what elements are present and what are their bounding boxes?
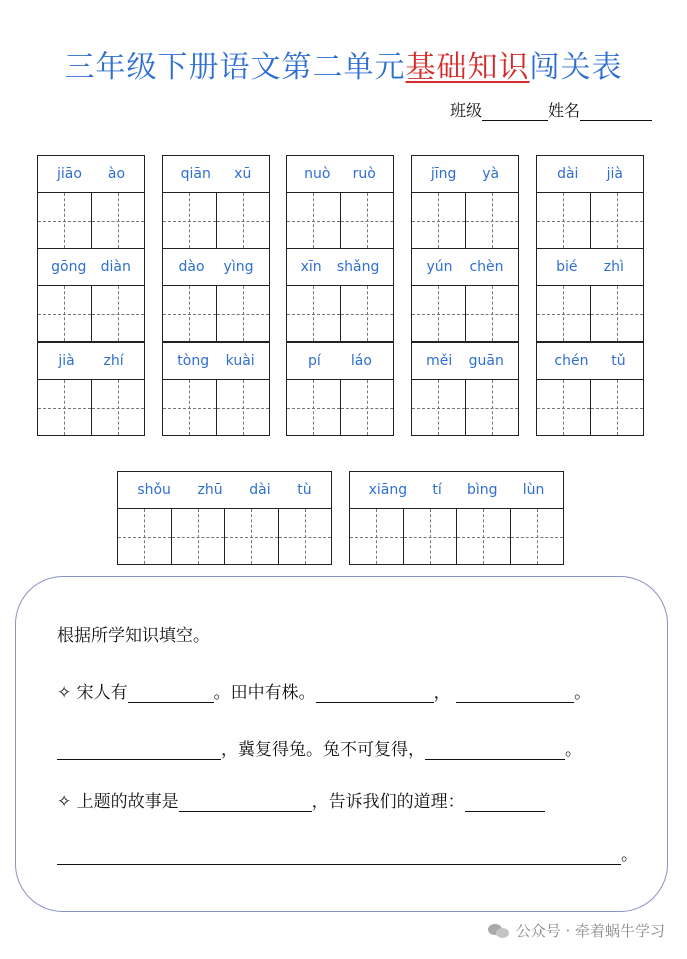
pinyin-syllable: zhū bbox=[197, 482, 223, 498]
answer-blank[interactable] bbox=[456, 684, 574, 703]
watermark-text: 公众号 · 牵着蜗牛学习 bbox=[515, 922, 665, 940]
pinyin-syllable: lùn bbox=[522, 482, 545, 498]
word-cell bbox=[162, 248, 270, 342]
question-4 bbox=[57, 840, 638, 865]
word-cell bbox=[411, 342, 519, 436]
title-part-1: 三年级下册语文第二单元 bbox=[64, 50, 406, 85]
pinyin-syllable: tòng bbox=[177, 353, 210, 369]
writing-box[interactable] bbox=[537, 193, 591, 248]
question-text: ，告诉我们的道理： bbox=[311, 792, 465, 812]
question-text: ， bbox=[433, 683, 451, 703]
pinyin-syllable: ào bbox=[107, 166, 126, 182]
pinyin-syllable: dào bbox=[178, 259, 205, 275]
word-cell bbox=[162, 342, 270, 436]
pinyin-syllable: tù bbox=[297, 482, 312, 498]
word-cell bbox=[411, 155, 519, 249]
question-text: 宋人有 bbox=[76, 683, 128, 703]
question-1 bbox=[57, 678, 591, 703]
pinyin-syllable: diàn bbox=[100, 259, 131, 275]
writing-box[interactable] bbox=[163, 286, 217, 341]
pinyin-syllable: kuài bbox=[225, 353, 255, 369]
word-cell bbox=[286, 155, 394, 249]
writing-box[interactable] bbox=[38, 193, 92, 248]
word-cell bbox=[37, 342, 145, 436]
pinyin-row bbox=[38, 343, 144, 380]
writing-box[interactable] bbox=[287, 380, 341, 435]
name-label: 姓名 bbox=[548, 101, 581, 120]
pinyin-syllable: yà bbox=[482, 166, 500, 182]
instruction-text: 根据所学知识填空。 bbox=[57, 626, 210, 646]
word-cell bbox=[536, 248, 644, 342]
pinyin-syllable: jīng bbox=[430, 166, 457, 182]
page-title bbox=[0, 42, 687, 86]
writing-box[interactable] bbox=[591, 286, 644, 341]
writing-box[interactable] bbox=[92, 193, 145, 248]
pinyin-syllable: guān bbox=[468, 353, 504, 369]
pinyin-row bbox=[287, 156, 393, 193]
writing-box[interactable] bbox=[537, 286, 591, 341]
bullet-icon: ✧ bbox=[57, 792, 72, 812]
pinyin-syllable: yún bbox=[426, 259, 453, 275]
writing-box[interactable] bbox=[225, 509, 279, 564]
pinyin-syllable: měi bbox=[426, 353, 453, 369]
writing-box[interactable] bbox=[511, 509, 564, 564]
writing-box[interactable] bbox=[217, 286, 270, 341]
word-cell bbox=[536, 155, 644, 249]
word-cell bbox=[117, 471, 332, 565]
pinyin-syllable: shǎng bbox=[336, 259, 380, 275]
writing-box[interactable] bbox=[591, 380, 644, 435]
pinyin-syllable: qiān bbox=[180, 166, 211, 182]
pinyin-row bbox=[118, 472, 331, 509]
word-cell bbox=[411, 248, 519, 342]
writing-box[interactable] bbox=[466, 380, 519, 435]
pinyin-row bbox=[537, 156, 643, 193]
pinyin-syllable: gōng bbox=[51, 259, 87, 275]
answer-blank[interactable] bbox=[179, 793, 312, 812]
pinyin-syllable: tǔ bbox=[611, 353, 626, 369]
writing-box[interactable] bbox=[92, 286, 145, 341]
writing-box[interactable] bbox=[92, 380, 145, 435]
pinyin-syllable: chèn bbox=[469, 259, 504, 275]
word-cell bbox=[37, 248, 145, 342]
writing-box[interactable] bbox=[38, 286, 92, 341]
pinyin-syllable: dài bbox=[557, 166, 579, 182]
pinyin-row bbox=[412, 156, 518, 193]
writing-box[interactable] bbox=[341, 193, 394, 248]
pinyin-syllable: zhí bbox=[103, 353, 124, 369]
pinyin-syllable: xīn bbox=[300, 259, 322, 275]
word-cell bbox=[162, 155, 270, 249]
writing-box[interactable] bbox=[412, 193, 466, 248]
pinyin-syllable: jià bbox=[58, 353, 75, 369]
class-label: 班级 bbox=[450, 101, 483, 120]
pinyin-syllable: jià bbox=[606, 166, 623, 182]
pinyin-row bbox=[537, 249, 643, 286]
answer-blank[interactable] bbox=[465, 793, 545, 812]
watermark bbox=[488, 920, 665, 941]
pinyin-syllable: chén bbox=[554, 353, 589, 369]
writing-box[interactable] bbox=[466, 286, 519, 341]
answer-blank[interactable] bbox=[316, 684, 434, 703]
pinyin-syllable: pí bbox=[308, 353, 321, 369]
bullet-icon: ✧ bbox=[57, 683, 72, 703]
writing-box[interactable] bbox=[217, 193, 270, 248]
pinyin-syllable: tí bbox=[432, 482, 442, 498]
question-text: ，冀复得兔。兔不可复得， bbox=[221, 740, 425, 760]
pinyin-syllable: ruò bbox=[352, 166, 376, 182]
question-text: 。 bbox=[574, 683, 592, 703]
writing-box[interactable] bbox=[279, 509, 332, 564]
writing-box[interactable] bbox=[341, 286, 394, 341]
pinyin-row bbox=[287, 343, 393, 380]
writing-box[interactable] bbox=[163, 380, 217, 435]
pinyin-syllable: yìng bbox=[223, 259, 254, 275]
pinyin-row bbox=[38, 249, 144, 286]
pinyin-row bbox=[38, 156, 144, 193]
writing-box[interactable] bbox=[287, 286, 341, 341]
word-cell bbox=[349, 471, 564, 565]
title-part-3: 闯关表 bbox=[529, 50, 623, 85]
wechat-icon bbox=[488, 923, 510, 939]
question-2 bbox=[57, 735, 582, 760]
writing-box[interactable] bbox=[287, 193, 341, 248]
answer-blank[interactable] bbox=[57, 741, 221, 760]
pinyin-syllable: zhì bbox=[603, 259, 624, 275]
answer-blank[interactable] bbox=[128, 684, 214, 703]
writing-box[interactable] bbox=[163, 193, 217, 248]
class-blank[interactable] bbox=[482, 104, 548, 121]
answer-blank[interactable] bbox=[57, 846, 621, 865]
pinyin-syllable: nuò bbox=[304, 166, 331, 182]
writing-box[interactable] bbox=[591, 193, 644, 248]
pinyin-syllable: bié bbox=[556, 259, 578, 275]
question-text: 。 bbox=[621, 845, 638, 865]
title-highlight: 基础知识 bbox=[405, 50, 530, 85]
pinyin-row bbox=[163, 343, 269, 380]
pinyin-syllable: jiāo bbox=[56, 166, 82, 182]
writing-box[interactable] bbox=[537, 380, 591, 435]
word-cell bbox=[37, 155, 145, 249]
writing-box[interactable] bbox=[412, 286, 466, 341]
pinyin-row bbox=[537, 343, 643, 380]
writing-box[interactable] bbox=[217, 380, 270, 435]
word-cell bbox=[536, 342, 644, 436]
word-cell bbox=[286, 342, 394, 436]
pinyin-row bbox=[163, 249, 269, 286]
pinyin-syllable: bìng bbox=[466, 482, 498, 498]
question-text: 。 bbox=[565, 740, 582, 760]
writing-box[interactable] bbox=[350, 509, 404, 564]
question-text: 。田中有株。 bbox=[213, 683, 316, 703]
writing-box[interactable] bbox=[457, 509, 511, 564]
pinyin-syllable: xiāng bbox=[368, 482, 408, 498]
name-blank[interactable] bbox=[580, 104, 652, 121]
pinyin-syllable: xū bbox=[234, 166, 252, 182]
writing-box[interactable] bbox=[466, 193, 519, 248]
question-3 bbox=[57, 787, 545, 812]
writing-box[interactable] bbox=[118, 509, 172, 564]
pinyin-row bbox=[412, 249, 518, 286]
writing-box[interactable] bbox=[412, 380, 466, 435]
answer-blank[interactable] bbox=[425, 741, 565, 760]
pinyin-syllable: shǒu bbox=[137, 482, 171, 498]
pinyin-row bbox=[350, 472, 563, 509]
pinyin-row bbox=[163, 156, 269, 193]
pinyin-syllable: láo bbox=[350, 353, 372, 369]
pinyin-row bbox=[412, 343, 518, 380]
writing-box[interactable] bbox=[38, 380, 92, 435]
name-bar bbox=[450, 98, 652, 121]
writing-box[interactable] bbox=[341, 380, 394, 435]
word-cell bbox=[286, 248, 394, 342]
pinyin-syllable: dài bbox=[249, 482, 271, 498]
writing-box[interactable] bbox=[172, 509, 226, 564]
pinyin-row bbox=[287, 249, 393, 286]
writing-box[interactable] bbox=[404, 509, 458, 564]
question-text: 上题的故事是 bbox=[76, 792, 179, 812]
